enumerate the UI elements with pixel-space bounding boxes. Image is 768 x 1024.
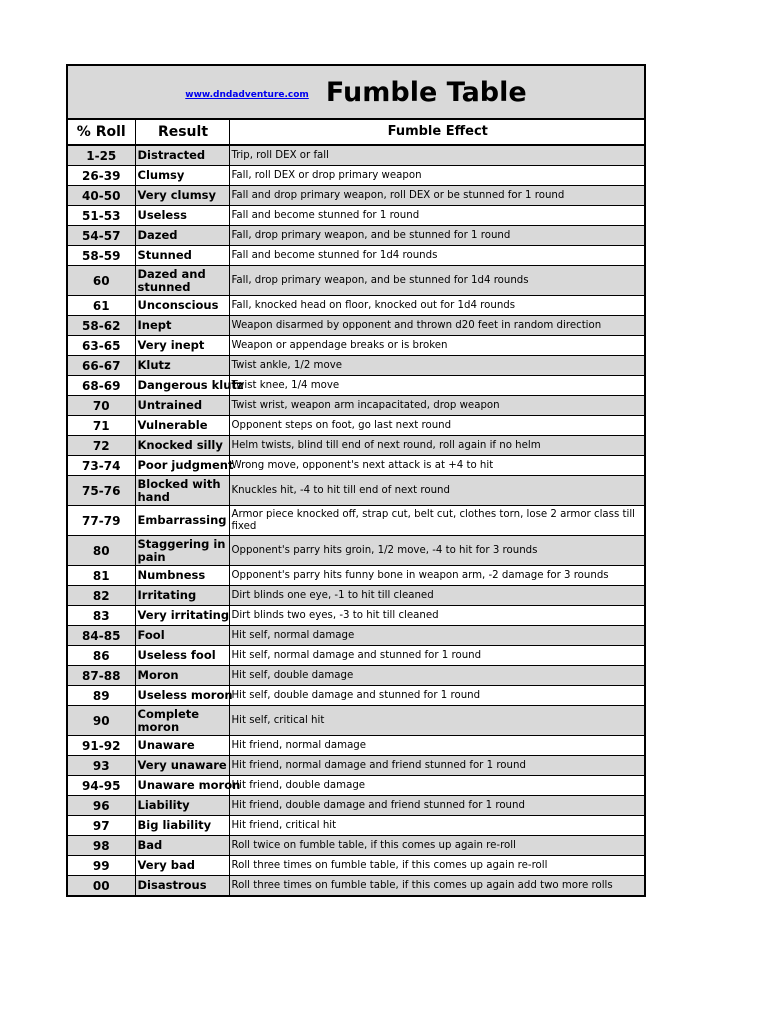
effect-cell: Hit self, critical hit xyxy=(229,706,645,736)
result-cell: Poor judgment xyxy=(135,456,229,476)
effect-cell: Trip, roll DEX or fall xyxy=(229,145,645,166)
roll-cell: 91-92 xyxy=(67,736,135,756)
table-row xyxy=(67,756,645,776)
result-cell: Dangerous klutz xyxy=(135,376,229,396)
column-header-roll: % Roll xyxy=(67,119,135,145)
result-cell: Bad xyxy=(135,836,229,856)
result-cell: Very unaware xyxy=(135,756,229,776)
result-cell: Fool xyxy=(135,626,229,646)
result-cell: Dazed xyxy=(135,226,229,246)
result-cell: Staggering in pain xyxy=(135,536,229,566)
effect-cell: Hit self, normal damage and stunned for 1 round xyxy=(229,646,645,666)
roll-cell: 51-53 xyxy=(67,206,135,226)
roll-cell: 70 xyxy=(67,396,135,416)
result-cell: Unaware moron xyxy=(135,776,229,796)
result-cell: Inept xyxy=(135,316,229,336)
result-cell: Complete moron xyxy=(135,706,229,736)
effect-cell: Wrong move, opponent's next attack is at +4 to hit xyxy=(229,456,645,476)
roll-cell: 82 xyxy=(67,586,135,606)
roll-cell: 72 xyxy=(67,436,135,456)
roll-cell: 99 xyxy=(67,856,135,876)
result-cell: Very inept xyxy=(135,336,229,356)
roll-cell: 86 xyxy=(67,646,135,666)
effect-cell: Hit friend, double damage xyxy=(229,776,645,796)
table-row xyxy=(67,436,645,456)
effect-cell: Fall, drop primary weapon, and be stunned for 1d4 rounds xyxy=(229,266,645,296)
table-row xyxy=(67,856,645,876)
result-cell: Untrained xyxy=(135,396,229,416)
table-row xyxy=(67,186,645,206)
roll-cell: 68-69 xyxy=(67,376,135,396)
result-cell: Disastrous xyxy=(135,876,229,897)
result-cell: Useless fool xyxy=(135,646,229,666)
title-row xyxy=(67,65,645,119)
table-row xyxy=(67,336,645,356)
roll-cell: 87-88 xyxy=(67,666,135,686)
roll-cell: 60 xyxy=(67,266,135,296)
effect-cell: Hit self, normal damage xyxy=(229,626,645,646)
effect-cell: Fall, roll DEX or drop primary weapon xyxy=(229,166,645,186)
fumble-table xyxy=(66,64,646,897)
result-cell: Embarrassing xyxy=(135,506,229,536)
result-cell: Useless moron xyxy=(135,686,229,706)
result-cell: Big liability xyxy=(135,816,229,836)
table-row xyxy=(67,396,645,416)
roll-cell: 77-79 xyxy=(67,506,135,536)
table-row xyxy=(67,796,645,816)
table-row xyxy=(67,456,645,476)
effect-cell: Fall, drop primary weapon, and be stunned for 1 round xyxy=(229,226,645,246)
table-row xyxy=(67,206,645,226)
result-cell: Knocked silly xyxy=(135,436,229,456)
effect-cell: Hit friend, double damage and friend stunned for 1 round xyxy=(229,796,645,816)
table-row xyxy=(67,246,645,266)
effect-cell: Opponent's parry hits funny bone in weapon arm, -2 damage for 3 rounds xyxy=(229,566,645,586)
result-cell: Very bad xyxy=(135,856,229,876)
roll-cell: 96 xyxy=(67,796,135,816)
table-row xyxy=(67,736,645,756)
table-row xyxy=(67,476,645,506)
effect-cell: Hit friend, normal damage and friend stunned for 1 round xyxy=(229,756,645,776)
result-cell: Unconscious xyxy=(135,296,229,316)
effect-cell: Twist knee, 1/4 move xyxy=(229,376,645,396)
roll-cell: 84-85 xyxy=(67,626,135,646)
roll-cell: 90 xyxy=(67,706,135,736)
effect-cell: Weapon disarmed by opponent and thrown d20 feet in random direction xyxy=(229,316,645,336)
roll-cell: 66-67 xyxy=(67,356,135,376)
roll-cell: 40-50 xyxy=(67,186,135,206)
column-header-effect: Fumble Effect xyxy=(229,119,645,145)
roll-cell: 83 xyxy=(67,606,135,626)
result-cell: Irritating xyxy=(135,586,229,606)
result-cell: Unaware xyxy=(135,736,229,756)
table-row xyxy=(67,836,645,856)
page-title: Fumble Table xyxy=(325,76,527,108)
effect-cell: Knuckles hit, -4 to hit till end of next round xyxy=(229,476,645,506)
effect-cell: Opponent steps on foot, go last next round xyxy=(229,416,645,436)
effect-cell: Twist ankle, 1/2 move xyxy=(229,356,645,376)
result-cell: Klutz xyxy=(135,356,229,376)
table-row xyxy=(67,586,645,606)
effect-cell: Armor piece knocked off, strap cut, belt cut, clothes torn, lose 2 armor class till fixed xyxy=(229,506,645,536)
effect-cell: Fall and drop primary weapon, roll DEX or be stunned for 1 round xyxy=(229,186,645,206)
effect-cell: Dirt blinds one eye, -1 to hit till cleaned xyxy=(229,586,645,606)
roll-cell: 75-76 xyxy=(67,476,135,506)
roll-cell: 81 xyxy=(67,566,135,586)
roll-cell: 00 xyxy=(67,876,135,897)
effect-cell: Fall and become stunned for 1 round xyxy=(229,206,645,226)
result-cell: Numbness xyxy=(135,566,229,586)
result-cell: Useless xyxy=(135,206,229,226)
roll-cell: 73-74 xyxy=(67,456,135,476)
effect-cell: Roll twice on fumble table, if this comes up again re-roll xyxy=(229,836,645,856)
table-row xyxy=(67,706,645,736)
table-row xyxy=(67,876,645,897)
result-cell: Vulnerable xyxy=(135,416,229,436)
roll-cell: 97 xyxy=(67,816,135,836)
result-cell: Liability xyxy=(135,796,229,816)
roll-cell: 61 xyxy=(67,296,135,316)
site-link[interactable]: www.dndadventure.com xyxy=(185,89,309,100)
roll-cell: 54-57 xyxy=(67,226,135,246)
table-row xyxy=(67,316,645,336)
column-header-row xyxy=(67,119,645,145)
result-cell: Very clumsy xyxy=(135,186,229,206)
effect-cell: Opponent's parry hits groin, 1/2 move, -4 to hit for 3 rounds xyxy=(229,536,645,566)
result-cell: Very irritating xyxy=(135,606,229,626)
roll-cell: 26-39 xyxy=(67,166,135,186)
table-row xyxy=(67,776,645,796)
roll-cell: 1-25 xyxy=(67,145,135,166)
table-row xyxy=(67,606,645,626)
roll-cell: 63-65 xyxy=(67,336,135,356)
effect-cell: Roll three times on fumble table, if this comes up again re-roll xyxy=(229,856,645,876)
effect-cell: Hit self, double damage xyxy=(229,666,645,686)
title-cell xyxy=(67,65,645,119)
effect-cell: Fall and become stunned for 1d4 rounds xyxy=(229,246,645,266)
table-row xyxy=(67,145,645,166)
roll-cell: 89 xyxy=(67,686,135,706)
roll-cell: 58-59 xyxy=(67,246,135,266)
table-row xyxy=(67,356,645,376)
table-row xyxy=(67,666,645,686)
table-row xyxy=(67,686,645,706)
table-row xyxy=(67,566,645,586)
result-cell: Stunned xyxy=(135,246,229,266)
table-row xyxy=(67,266,645,296)
result-cell: Distracted xyxy=(135,145,229,166)
effect-cell: Hit friend, critical hit xyxy=(229,816,645,836)
roll-cell: 80 xyxy=(67,536,135,566)
table-row xyxy=(67,626,645,646)
table-row xyxy=(67,646,645,666)
effect-cell: Roll three times on fumble table, if this comes up again add two more rolls xyxy=(229,876,645,897)
result-cell: Clumsy xyxy=(135,166,229,186)
table-row xyxy=(67,226,645,246)
result-cell: Moron xyxy=(135,666,229,686)
roll-cell: 58-62 xyxy=(67,316,135,336)
roll-cell: 98 xyxy=(67,836,135,856)
effect-cell: Weapon or appendage breaks or is broken xyxy=(229,336,645,356)
result-cell: Dazed and stunned xyxy=(135,266,229,296)
fumble-table-sheet xyxy=(66,64,644,897)
table-row xyxy=(67,416,645,436)
table-body xyxy=(67,145,645,896)
roll-cell: 71 xyxy=(67,416,135,436)
table-row xyxy=(67,376,645,396)
table-row xyxy=(67,816,645,836)
effect-cell: Hit self, double damage and stunned for 1 round xyxy=(229,686,645,706)
effect-cell: Helm twists, blind till end of next round, roll again if no helm xyxy=(229,436,645,456)
table-row xyxy=(67,166,645,186)
table-row xyxy=(67,506,645,536)
effect-cell: Fall, knocked head on floor, knocked out for 1d4 rounds xyxy=(229,296,645,316)
table-row xyxy=(67,536,645,566)
table-row xyxy=(67,296,645,316)
roll-cell: 94-95 xyxy=(67,776,135,796)
result-cell: Blocked with hand xyxy=(135,476,229,506)
roll-cell: 93 xyxy=(67,756,135,776)
effect-cell: Hit friend, normal damage xyxy=(229,736,645,756)
effect-cell: Twist wrist, weapon arm incapacitated, drop weapon xyxy=(229,396,645,416)
effect-cell: Dirt blinds two eyes, -3 to hit till cleaned xyxy=(229,606,645,626)
column-header-result: Result xyxy=(135,119,229,145)
